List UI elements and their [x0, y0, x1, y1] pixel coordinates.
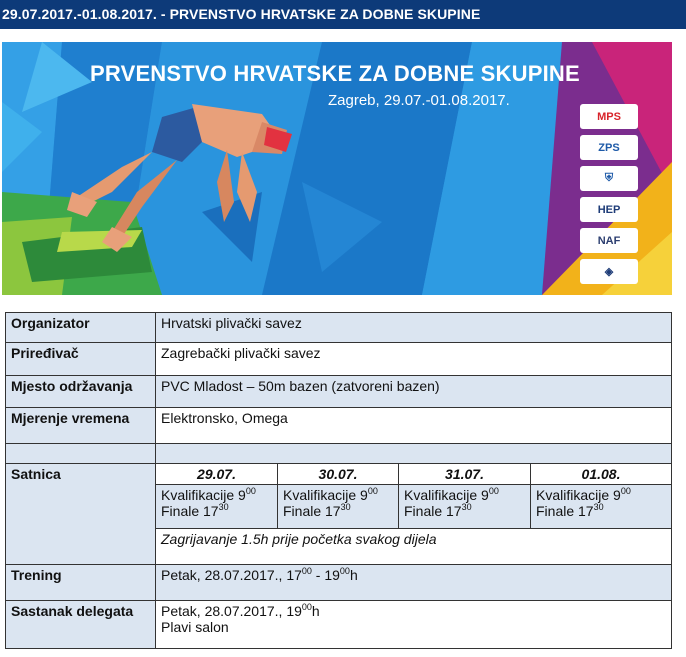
spacer-cell — [6, 444, 156, 464]
table-row — [6, 565, 672, 601]
finals: Finale 17 — [536, 503, 594, 519]
time-sup: 30 — [593, 502, 604, 512]
banner-title: PRVENSTVO HRVATSKE ZA DOBNE SKUPINE — [90, 61, 580, 86]
schedule-date-row — [6, 464, 672, 485]
page-header: 29.07.2017.-01.08.2017. - PRVENSTVO HRVATSKE ZA DOBNE SKUPINE — [0, 0, 686, 29]
spacer-row — [6, 444, 672, 464]
row-label: Sastanak delegata — [6, 601, 156, 649]
time-text: h — [349, 567, 358, 583]
mps-logo: MPS — [580, 104, 638, 129]
warmup-note: Zagrijavanje 1.5h prije početka svakog dijela — [156, 529, 672, 565]
row-label: Organizator — [6, 313, 156, 343]
time-sup: 30 — [461, 502, 472, 512]
meeting-details — [156, 601, 672, 649]
schedule-cell — [399, 485, 531, 529]
time-sup: 00 — [367, 486, 378, 496]
event-banner — [2, 42, 672, 295]
time-sup: 00 — [245, 486, 256, 496]
hep-logo: HEP — [580, 197, 638, 222]
time-sup: 30 — [218, 502, 229, 512]
time-sup: 00 — [301, 566, 312, 576]
schedule-date: 29.07. — [156, 464, 278, 485]
time-text: - 19 — [311, 567, 340, 583]
sponsor-logos — [580, 104, 640, 290]
zagreb-crest-logo: ⛨ — [580, 166, 638, 191]
time-sup: 00 — [301, 602, 312, 612]
row-value: Zagrebački plivački savez — [156, 343, 672, 376]
schedule-cell — [156, 485, 278, 529]
table-row — [6, 408, 672, 444]
finals: Finale 17 — [404, 503, 462, 519]
time-text: Petak, 28.07.2017., 19 — [161, 603, 302, 619]
row-value: PVC Mladost – 50m bazen (zatvoreni bazen) — [156, 376, 672, 408]
time-sup: 30 — [340, 502, 351, 512]
qualifications: Kvalifikacije 9 — [161, 487, 246, 503]
schedule-cell — [531, 485, 672, 529]
time-sup: 00 — [339, 566, 350, 576]
time-text: h — [311, 603, 320, 619]
table-row — [6, 601, 672, 649]
schedule-date: 01.08. — [531, 464, 672, 485]
arena-logo: ◈ — [580, 259, 638, 284]
row-value: Elektronsko, Omega — [156, 408, 672, 444]
banner-subtitle: Zagreb, 29.07.-01.08.2017. — [328, 92, 510, 109]
info-table — [5, 312, 672, 649]
row-label: Mjerenje vremena — [6, 408, 156, 444]
naf-logo: NAF — [580, 228, 638, 253]
row-value: Hrvatski plivački savez — [156, 313, 672, 343]
zps-logo: ZPS — [580, 135, 638, 160]
qualifications: Kvalifikacije 9 — [283, 487, 368, 503]
row-label: Priređivač — [6, 343, 156, 376]
schedule-date: 30.07. — [278, 464, 399, 485]
satnica-label: Satnica — [6, 464, 156, 565]
meeting-room: Plavi salon — [161, 619, 229, 635]
schedule-date: 31.07. — [399, 464, 531, 485]
table-row — [6, 376, 672, 408]
qualifications: Kvalifikacije 9 — [404, 487, 489, 503]
schedule-cell — [278, 485, 399, 529]
spacer-cell — [156, 444, 672, 464]
table-row — [6, 343, 672, 376]
finals: Finale 17 — [283, 503, 341, 519]
qualifications: Kvalifikacije 9 — [536, 487, 621, 503]
training-time — [156, 565, 672, 601]
row-label: Trening — [6, 565, 156, 601]
time-text: Petak, 28.07.2017., 17 — [161, 567, 302, 583]
time-sup: 00 — [488, 486, 499, 496]
finals: Finale 17 — [161, 503, 219, 519]
time-sup: 00 — [620, 486, 631, 496]
row-label: Mjesto održavanja — [6, 376, 156, 408]
table-row — [6, 313, 672, 343]
